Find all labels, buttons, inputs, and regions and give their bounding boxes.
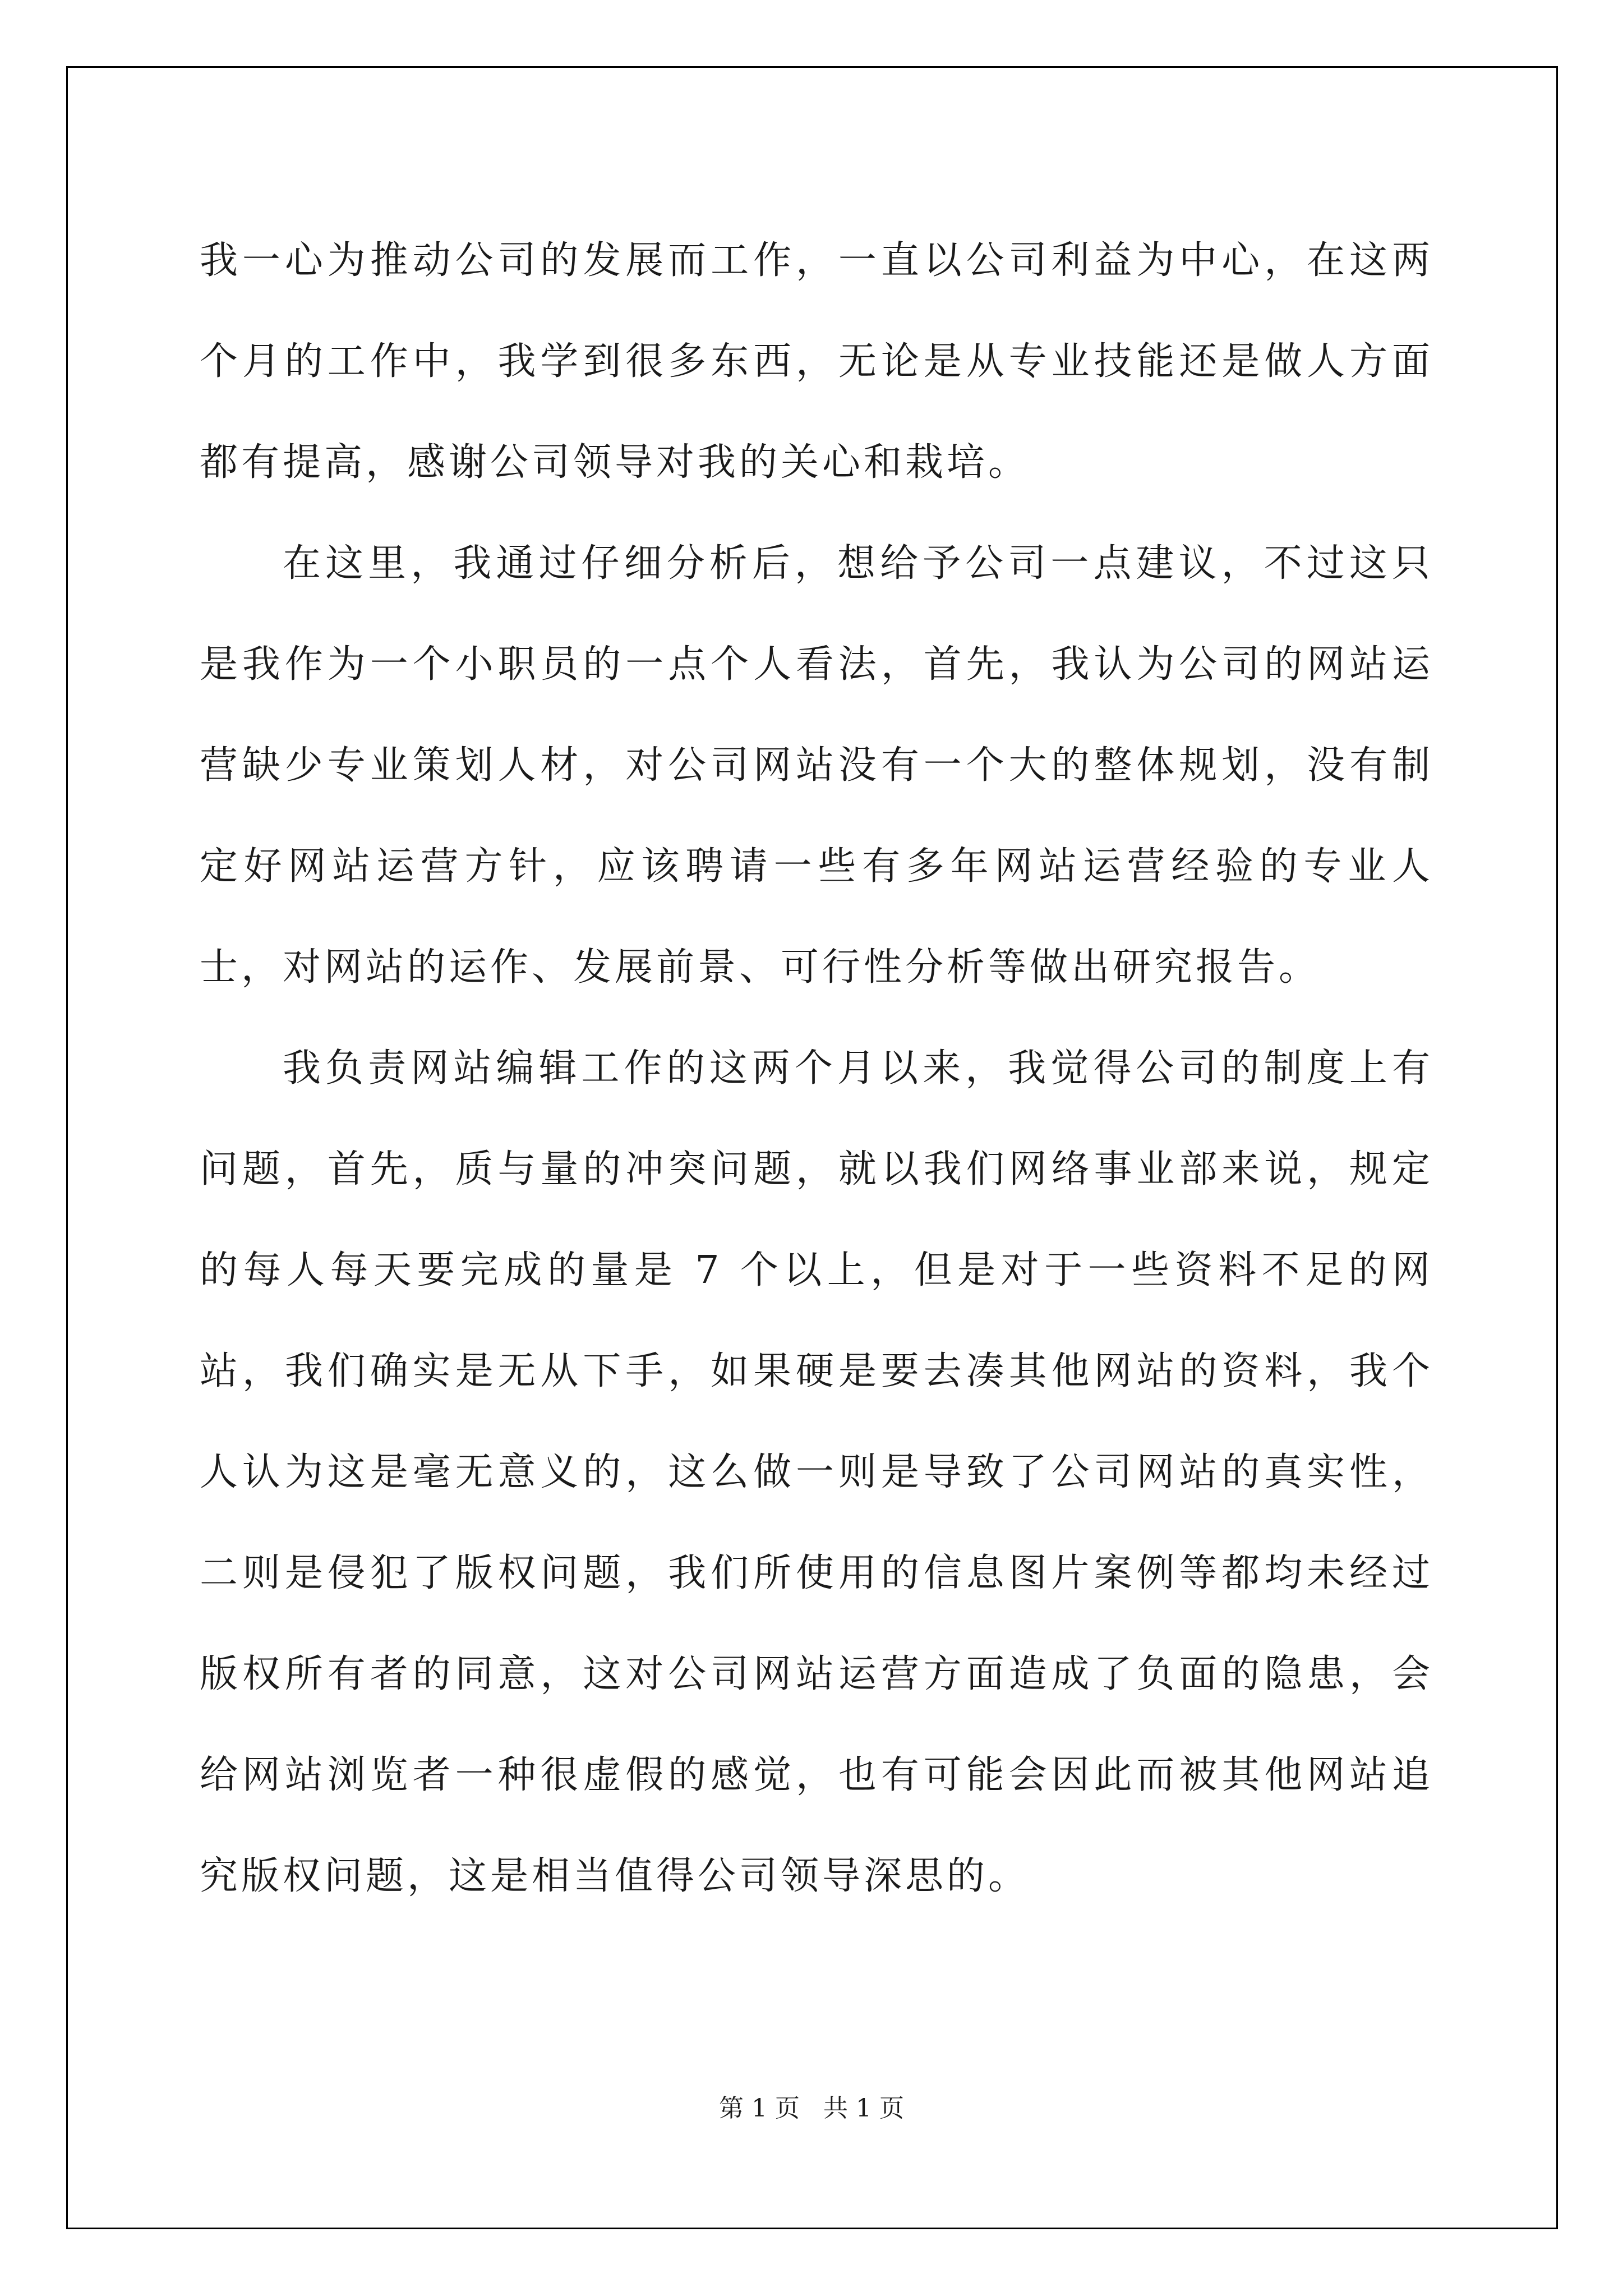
paragraph-1: 我一心为推动公司的发展而工作，一直以公司利益为中心，在这两个月的工作中，我学到很多东西，无论是从专业技能还是做人方面都有提高，感谢公司领导对我的关心和栽培。	[200, 238, 1433, 485]
page-number-footer: 第 1 页 共 1 页	[719, 2094, 904, 2123]
document-body	[200, 210, 1433, 1927]
paragraph-3: 我负责网站编辑工作的这两个月以来，我觉得公司的制度上有问题，首先，质与量的冲突问题，就以我们网络事业部来说，规定的每人每天要完成的量是 7 个以上，但是对于一些资料不足的网站，我们确实是无从下手，如果硬是要去凑其他网站的资料，我个人认为这是毫无意义的，这么做一则是导致了公司网站的真实性，二则是侵犯了版权问题，我们所使用的信息图片案例等都均未经过版权所有者的同意，这对公司网站运营方面造成了负面的隐患，会给网站浏览者一种很虚假的感觉，也有可能会因此而被其他网站追究版权问题，这是相当值得公司领导深思的。	[200, 1046, 1433, 1898]
paragraph-2: 在这里，我通过仔细分析后，想给予公司一点建议，不过这只是我作为一个小职员的一点个人看法，首先，我认为公司的网站运营缺少专业策划人材，对公司网站没有一个大的整体规划，没有制定好网站运营方针，应该聘请一些有多年网站运营经验的专业人士，对网站的运作、发展前景、可行性分析等做出研究报告。	[200, 541, 1433, 990]
